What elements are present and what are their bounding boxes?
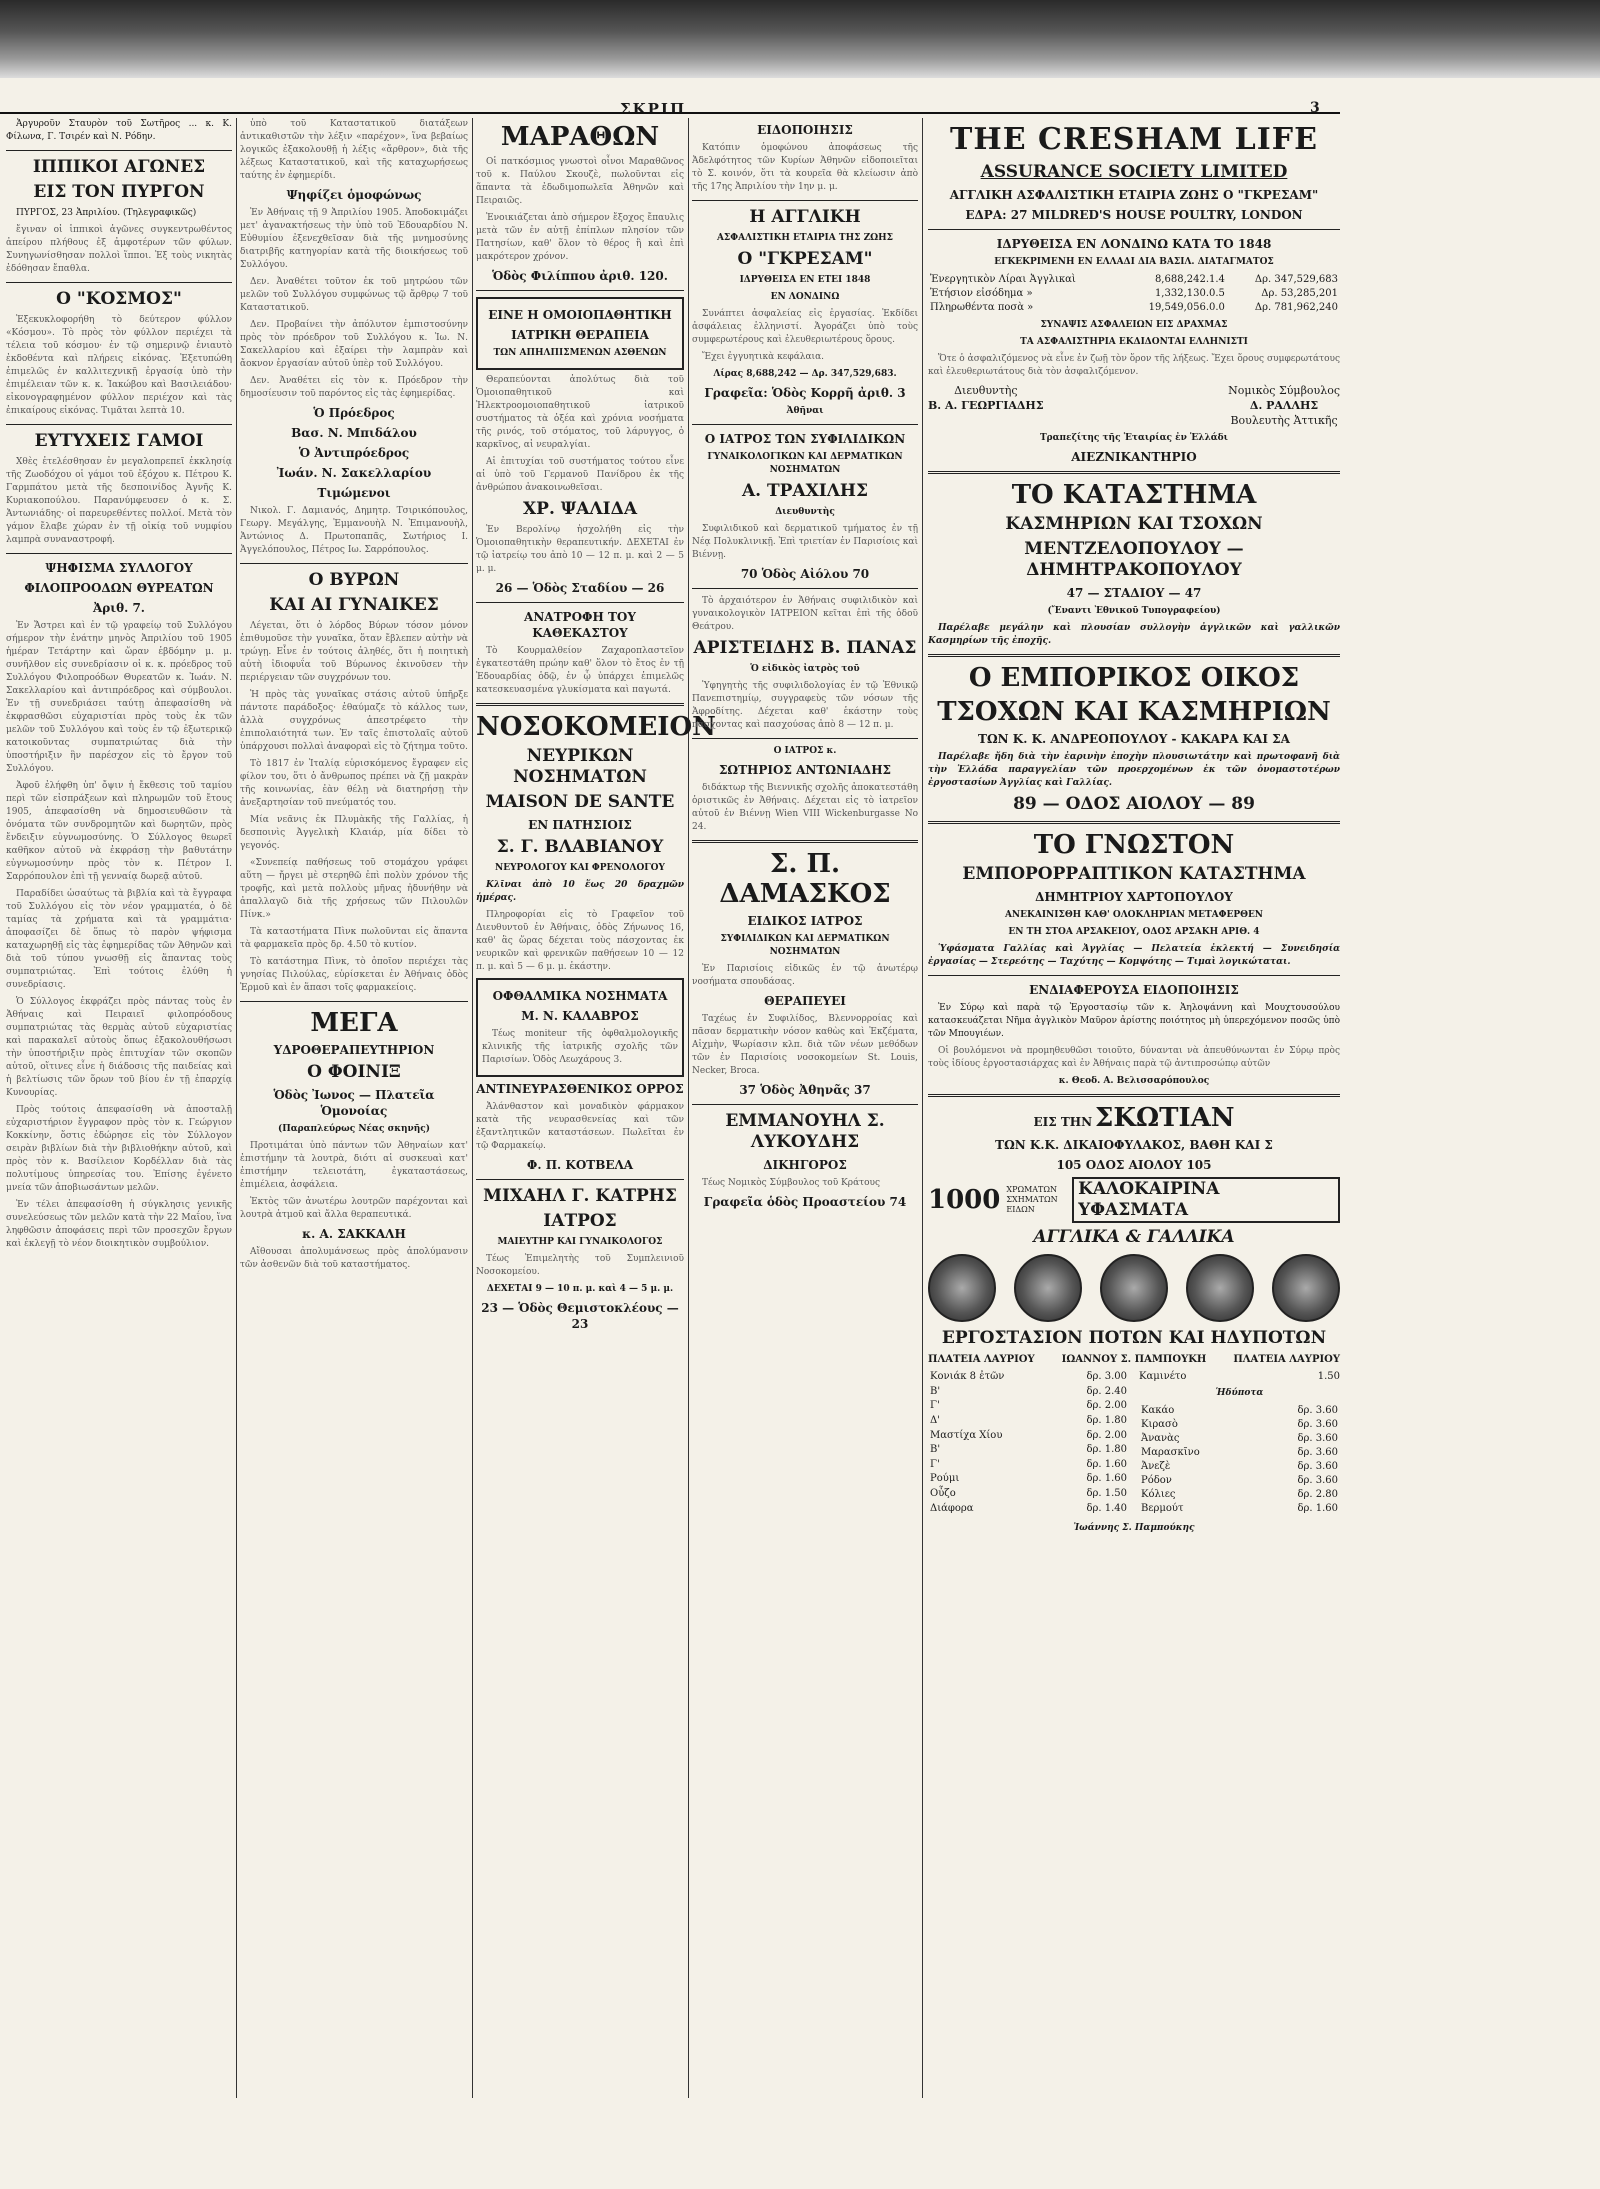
heading-syphilis1: Ο ΙΑΤΡΟΣ ΤΩΝ ΣΥΦΙΛΙΔΙΚΩΝ [704, 432, 906, 446]
katris-sub: ΜΑΙΕΥΤΗΡ ΚΑΙ ΓΥΝΑΙΚΟΛΟΓΟΣ [497, 1237, 663, 1247]
sign-vp-name: Ἰωάν. Ν. Σακελλαρίου [276, 466, 432, 480]
financial-gbp: 1,332,130.0.5 [1154, 288, 1225, 299]
heading-chartopoulou: ΔΗΜΗΤΡΙΟΥ ΧΑΡΤΟΠΟΥΛΟΥ [1035, 890, 1233, 904]
price-value: δρ. 3.60 [1297, 1475, 1338, 1486]
eye-doctor: Μ. Ν. ΚΑΛΑΒΡΟΣ [521, 1009, 639, 1023]
heading-union: ΦΙΛΟΠΡΟΟΔΩΝ ΘΥΡΕΑΤΩΝ [24, 581, 214, 595]
price-row [1139, 1446, 1340, 1460]
price-value: δρ. 1.40 [1086, 1502, 1127, 1514]
price-value: δρ. 2.00 [1086, 1400, 1127, 1412]
heading-antoniadis: ΣΩΤΗΡΙΟΣ ΑΝΤΩΝΙΑΔΗΣ [718, 763, 892, 777]
heading-games: ΙΠΠΙΚΟΙ ΑΓΩΝΕΣ [32, 157, 206, 177]
counsel-name: Δ. ΡΑΛΛΗΣ [1249, 399, 1319, 412]
price-value: δρ. 3.60 [1297, 1433, 1338, 1444]
heading-homeo2: ΙΑΤΡΙΚΗ ΘΕΡΑΠΕΙΑ [511, 328, 649, 342]
price-row [928, 1458, 1129, 1473]
katris-address: 23 — Ὁδὸς Θεμιστοκλέους — 23 [481, 1301, 679, 1331]
stadiou: 47 — ΣΤΑΔΙΟΥ — 47 [1066, 586, 1202, 600]
price-row [928, 1428, 1129, 1443]
price-item: Β' [930, 1444, 941, 1456]
column-rule [688, 118, 689, 2098]
header-rule [0, 112, 1340, 114]
heading-kalokairina: ΚΑΛΟΚΑΙΡΙΝΑ ΥΦΑΣΜΑΤΑ [1072, 1177, 1340, 1223]
heading-notices: ΕΙΔΟΠΟΙΗΣΙΣ [757, 123, 853, 137]
heading-cresham: THE CRESHAM LIFE [950, 122, 1318, 157]
heading-mega: ΜΕΓΑ [310, 1008, 398, 1038]
article-number: Ἀριθ. 7. [93, 601, 145, 615]
heading-kosmos: Ο "ΚΟΣΜΟΣ" [56, 289, 182, 309]
panas-sub: Ὁ εἰδικὸς ἰατρὸς τοῦ [750, 664, 860, 674]
heading-store-sub: ΚΑΣΜΗΡΙΩΝ ΚΑΙ ΤΣΟΧΩΝ [1005, 514, 1263, 534]
price-item: Β' [930, 1385, 941, 1397]
heading-store: ΤΟ ΚΑΤΑΣΤΗΜΑ [1011, 480, 1257, 510]
medal-icon [1014, 1254, 1082, 1322]
heading-women: ΚΑΙ ΑΙ ΓΥΝΑΙΚΕΣ [269, 595, 439, 615]
foinix-address: Ὁδὸς Ἰωνος — Πλατεῖα Ὁμονοίας [273, 1088, 435, 1118]
lavriou-left: ΠΛΑΤΕΙΑ ΛΑΥΡΙΟΥ [928, 1354, 1035, 1365]
cresham-registered: ΕΓΚΕΚΡΙΜΕΝΗ ΕΝ ΕΛΛΑΔΙ ΔΙΑ ΒΑΣΙΛ. ΔΙΑΤΑΓΜΑΤΟΣ [994, 257, 1274, 267]
column-1: Ἀργυροῦν Σταυρὸν τοῦ Σωτῆρος ... κ. Κ. Φίλωνα, Γ. Τσιρέν καὶ Ν. Ρόδην. ΙΠΠΙΚΟΙ ΑΓΩΝΕΣ ΕΙΣ ΤΟΝ ΠΥΡΓΟΝ ΠΥΡΓΟΣ, 23 Ἀπριλίου. (Τηλεγραφικῶς) ἔγιναν οἱ ἱππικοὶ ἀγῶνες συγκεντρωθέντος ἀπείρου πλήθους ἐξ ἀμφοτέρων τῶν φύλων. Συνηγωνίσθησαν πολλοὶ ἵπποι. Ἐξ τοὺς νικητὰς ἐδόθησαν ἔπαθλα. Ο "ΚΟΣΜΟΣ" Ἐξεκυκλοφορήθη τὸ δεύτερον φύλλον «Κόσμου». Τὸ πρὸς τὸν φύλλον περιέχει τὰ τέλεια τοῦ κόσμου· ἐν τῷ σημερινῷ ἐνιαυτὸ ἐκδοθέντα καὶ πλήρεις εἰκόνας. Ἐξετυπώθη ἐπιμελῶς ἐν καλλιτεχνικῇ ἐργασίᾳ ὑπὸ τὴν ἐπιμέλειαν τῶν κ. κ. Ἰακώβου καὶ Βασιλειάδου· εἰκονογραφημένον φύλλον περιέχον καὶ τὰς ἐπικαίρους εἰκόνας. Τιμᾶται λεπτὰ 10. ΕΥΤΥΧΕΙΣ ΓΑΜΟΙ Χθὲς ἐτελέσθησαν ἐν μεγαλοπρεπεῖ ἐκκλησίᾳ τῆς Ζωοδόχου οἱ γάμοι τοῦ ἐξόχου κ. Πέτρου Κ. Γαρμπάτου μετὰ τῆς δεσποινίδος Ἀγνῆς Κ. Κυριακοπούλου. Παρανύμφευσεν ὁ κ. Σ. Ἀντωνιάδης· οἱ παρευρεθέντες πολλοί. Μετὰ τὸν γάμον ἔλαβε χώραν ἐν τῇ οἰκίᾳ τοῦ νυμφίου λαμπρὰ συναναστροφή. ΨΗΦΙΣΜΑ ΣΥΛΛΟΓΟΥ ΦΙΛΟΠΡΟΟΔΩΝ ΘΥΡΕΑΤΩΝ Ἀριθ. 7. Ἐν Ἄστρει καὶ ἐν τῷ γραφείῳ τοῦ Συλλόγου σήμερον τὴν ἐνάτην μηνὸς Ἀπριλίου τοῦ 1905 ἡμέραν Τετάρτην καὶ ὥραν ἑβδόμην μ. μ. συνῆλθον εἰς συνεδρίασιν οἱ κ. κ. πρόεδρος τοῦ Συλλόγου Φιλοπροόδων Θυρεατῶν κ. Ἰωάν. Ν. Σακελλαρίου καὶ ἀντιπρόεδρος καὶ σύμβουλοι. Ἐν τῇ συνεδριάσει ταύτῃ ἀπεφασίσθη νὰ ἐκφρασθῶσι εὐχαριστίαι πρὸς τοὺς ἐκ τῶν μελῶν τοῦ Συλλόγου καὶ τοὺς ἐν τῷ ἐξωτερικῷ κατοικοῦντας συμπατριώτας διὰ τὴν ὑποστήριξιν ἣν παρέσχον εἰς τὸ ἔργον τοῦ Συλλόγου. Ἀφοῦ ἐλήφθη ὑπ' ὄψιν ἡ ἔκθεσις τοῦ ταμίου περὶ τῶν εἰσπράξεων καὶ πληρωμῶν τοῦ ἔτους 1905, ἀπεφασίσθη νὰ δημοσιευθῶσιν τὰ ὀνόματα τῶν συνδρομητῶν καὶ δωρητῶν, πρὸς ἔνδειξιν εὐγνωμοσύνης. Ὁ Σύλλογος θεωρεῖ καθῆκον αὐτοῦ νὰ ἐκφράσῃ τὴν βαθυτάτην εὐγνωμοσύνην πρὸς τὸν κ. Πέτρον Ι. Σαρρόπουλον ἐπὶ τῇ γενναίᾳ δωρεᾷ αὐτοῦ. Παραδίδει ὡσαύτως τὰ βιβλία καὶ τὰ ἔγγραφα τοῦ Συλλόγου εἰς τὸν νέον γραμματέα, ὁ δὲ ταμίας τὰ χρήματα καὶ τὰ γραμμάτια· ἀποφασίζει δὲ ὅπως τὸ παρὸν ψήφισμα καταχωρηθῇ εἰς τὰς ἐφημερίδας τῶν Ἀθηνῶν καὶ διὰ τοῦ τύπου γνωσθῇ εἰς ἅπαντας τοὺς συμπατριώτας. Ἐπὶ τούτοις ἐλύθη ἡ συνεδρίασις. Ὁ Σύλλογος ἐκφράζει πρὸς πάντας τοὺς ἐν Ἀθήναις καὶ Πειραιεῖ φιλοπρόοδους συμπατριώτας τὰς θερμὰς αὐτοῦ εὐχαριστίας καὶ παρακαλεῖ αὐτοὺς ὅπως ἐξακολουθήσωσι τὴν ὑποστήριξιν πρὸς ἐπιτυχίαν τῶν σκοπῶν αὐτοῦ, οἵτινες εἶνε ἡ διάδοσις τῆς παιδείας καὶ ἡ βελτίωσις τῶν ὅρων τοῦ βίου ἐν τῇ ἐπαρχίᾳ Κυνουρίας. Πρὸς τούτοις ἀπεφασίσθη νὰ ἀποσταλῇ εὐχαριστήριον ἔγγραφον πρὸς τὸν κ. Γεώργιον Κοκκίνην, ὅστις ἐδώρησε εἰς τὸν Σύλλογον σειρὰν βιβλίων διὰ τὴν βιβλιοθήκην αὐτοῦ, καὶ πρὸς τὸν κ. Βασίλειον Κορδέλλαν διὰ τὰς πολυτίμους ὑπηρεσίας του. Ἐπίσης ἐγένετο μνεία τῶν ἀποβιωσάντων μελῶν. Ἐν τέλει ἀπεφασίσθη ἡ σύγκλησις γενικῆς συνελεύσεως τῶν μελῶν κατὰ τὴν 22 Μαΐου, ἵνα ληφθῶσιν ἀποφάσεις περὶ τῶν προσεχῶν ἔργων καὶ ἐκλεγῇ τὸ νέον διοικητικὸν συμβούλιον. [6, 119, 232, 1249]
column-5: THE CRESHAM LIFE ASSURANCE SOCIETY LIMITED ΑΓΓΛΙΚΗ ΑΣΦΑΛΙΣΤΙΚΗ ΕΤΑΙΡΙΑ ΖΩΗΣ Ο "ΓΚΡΕΣΑΜ" ΕΔΡΑ: 27 MILDRED'S HOUSE POULTRY, LONDON ΙΔΡΥΘΕΙΣΑ ΕΝ ΛΟΝΔΙΝΩ ΚΑΤΑ ΤΟ 1848 ΕΓΚΕΚΡΙΜΕΝΗ ΕΝ ΕΛΛΑΔΙ ΔΙΑ ΒΑΣΙΛ. ΔΙΑΤΑΓΜΑΤΟΣ Ἐνεργητικὸν Λίραι Ἀγγλικαὶ 8,688,242.1.4 Δρ. 347,529,683 Ἐτήσιον εἰσόδημα » 1,332,130.0.5 Δρ. 53,285,201 Πληρωθέντα ποσὰ » 19,549,056.0.0 Δρ. 781,962,240 ΣΥΝΑΨΙΣ ΑΣΦΑΛΕΙΩΝ ΕΙΣ ΔΡΑΧΜΑΣ ΤΑ ΑΣΦΑΛΙΣΤΗΡΙΑ ΕΚΔΙΔΟΝΤΑΙ ΕΛΛΗΝΙΣΤΙ Ὅτε ὁ ἀσφαλιζόμενος νὰ εἶνε ἐν ζωῇ τὸν ὅρον τῆς λήξεως. Ἔχει ὅρους συμφερωτάτους καὶ ἐλευθεριωτάτους διὰ τὸν ἀσφαλιζόμενον. Διευθυντὴς Β. Α. ΓΕΩΡΓΙΑΔΗΣ Νομικὸς Σύμβουλος Δ. ΡΑΛΛΗΣ Βουλευτὴς Ἀττικῆς Τραπεζίτης τῆς Ἑταιρίας ἐν Ἑλλάδι ΑΙΕΖΝΙΚΑΝΤΗΡΙΟ ΤΟ ΚΑΤΑΣΤΗΜΑ ΚΑΣΜΗΡΙΩΝ ΚΑΙ ΤΣΟΧΩΝ ΜΕΝΤΖΕΛΟΠΟΥΛΟΥ — ΔΗΜΗΤΡΑΚΟΠΟΥΛΟΥ 47 — ΣΤΑΔΙΟΥ — 47 (Ἔναντι Ἐθνικοῦ Τυπογραφείου) Παρέλαβε μεγάλην καὶ πλουσίαν συλλογὴν ἀγγλικῶν καὶ γαλλικῶν Κασμηρίων τῆς ἐποχῆς. Ο ΕΜΠΟΡΙΚΟΣ ΟΙΚΟΣ ΤΣΟΧΩΝ ΚΑΙ ΚΑΣΜΗΡΙΩΝ ΤΩΝ Κ. Κ. ΑΝΔΡΕΟΠΟΥΛΟΥ - ΚΑΚΑΡΑ ΚΑΙ ΣΑ Παρέλαβε ἤδη διὰ τὴν ἐαρινὴν ἐποχὴν πλουσιωτάτην καὶ πρωτοφανῆ διὰ τὴν Ἑλλάδα παραγγελίαν τῶν προερχομένων ἐκ τῶν ὀνομαστοτέρων ἐργοστασίων Ἀγγλίας καὶ Γαλλίας. 89 — ΟΔΟΣ ΑΙΟΛΟΥ — 89 ΤΟ ΓΝΩΣΤΟΝ ΕΜΠΟΡΟΡΡΑΠΤΙΚΟΝ ΚΑΤΑΣΤΗΜΑ ΔΗΜΗΤΡΙΟΥ ΧΑΡΤΟΠΟΥΛΟΥ ΑΝΕΚΑΙΝΙΣΘΗ ΚΑΘ' ΟΛΟΚΛΗΡΙΑΝ ΜΕΤΑΦΕΡΘΕΝ ΕΝ ΤΗ ΣΤΟΑ ΑΡΣΑΚΕΙΟΥ, ΟΔΟΣ ΑΡΣΑΚΗ ΑΡΙΘ. 4 Ὑφάσματα Γαλλίας καὶ Ἀγγλίας — Πελατεία ἐκλεκτή — Συνειδησία ἐργασίας — Στερεότης — Ταχύτης — Κομψότης — Τιμαὶ λογικώταται. ΕΝΔΙΑΦΕΡΟΥΣΑ ΕΙΔΟΠΟΙΗΣΙΣ Ἐν Σύρῳ καὶ παρὰ τῷ Ἐργοστασίῳ τῶν κ. Ἀηλοψάννη καὶ Μουχτουσούλου κατασκευάζεται Νῆμα ἀγγλικὸν Μαῦρον ἀρίστης ποιότητος μὴ ὑπερεχόμενον ποσῶς ὑπὸ τῶν Μπουγιέων. Οἱ βουλόμενοι νὰ προμηθευθῶσι τοιοῦτο, δύνανται νὰ ἀπευθύνωνται ἐν Σύρῳ πρὸς τοὺς ἰδίους ἐργοστασιάρχας καὶ ἐν Ἀθήναις παρὰ τῷ ἀντιπροσώπῳ αὐτῶν κ. Θεοδ. Α. Βελισσαρόπουλος ΕΙΣ ΤΗΝ ΣΚΩΤΙΑΝ ΤΩΝ Κ.Κ. ΔΙΚΑΙΟΦΥΛΑΚΟΣ, ΒΑΘΗ ΚΑΙ Σ 105 ΟΔΟΣ ΑΙΟΛΟΥ 105 1000 ΧΡΩΜΑΤΩΝ ΣΧΗΜΑΤΩΝ ΕΙΔΩΝ ΚΑΛΟΚΑΙΡΙΝΑ ΥΦΑΣΜΑΤΑ ΑΓΓΛΙΚΑ & ΓΑΛΛΙΚΑ ΕΡΓΟΣΤΑΣΙΟΝ ΠΟΤΩΝ ΚΑΙ ΗΔΥΠΟΤΩΝ ΠΛΑΤΕΙΑ ΛΑΥΡΙΟΥ ΙΩΑΝΝΟΥ Σ. ΠΑΜΠΟΥΚΗ ΠΛΑΤΕΙΑ ΛΑΥΡΙΟΥ Κονιάκ 8 ἐτῶν δρ. 3.00 Β' δρ. 2.40 Γ' δρ. 2.00 Δ' δρ. 1.80 Μαστίχα Χίου δρ. 2.00 Β' δρ. 1.80 Γ' δρ. 1.60 Ρούμι δρ. 1.60 Οὖζο δρ. 1.50 Διάφορα δρ. 1.40 Καμινέτο 1.50 Ἡδύποτα Κακάο δρ. 3.60 Κιρασὸ δρ. 3.60 Ἀνανὰς δρ. 3.60 Μαρασκῖνο δρ. 3.60 Ἀνεζὲ δρ. 3.60 Ρόδον δρ. 3.60 Κόλιες δρ. 2.80 Βερμούτ δρ. 1.60 Ἰωάννης Σ. Παμπούκης [928, 122, 1340, 1533]
hydomota: Ἡδύποτα [1215, 1388, 1264, 1398]
price-value: δρ. 2.40 [1086, 1385, 1127, 1397]
financial-drs: Δρ. 781,962,240 [1254, 302, 1338, 313]
lavriou-right: ΠΛΑΤΕΙΑ ΛΑΥΡΙΟΥ [1233, 1354, 1340, 1365]
price-item: Μαρασκῖνο [1141, 1447, 1200, 1458]
lykoudis-office: Γραφεῖα ὁδὸς Προαστείου 74 [703, 1195, 907, 1209]
heading-tsochon: ΤΣΟΧΩΝ ΚΑΙ ΚΑΣΜΗΡΙΩΝ [937, 697, 1331, 727]
heading-andreopoulou: ΤΩΝ Κ. Κ. ΑΝΔΡΕΟΠΟΥΛΟΥ - ΚΑΚΑΡΑ ΚΑΙ ΣΑ [978, 732, 1290, 746]
heading-panas: ΑΡΙΣΤΕΙΔΗΣ Β. ΠΑΝΑΣ [693, 638, 917, 658]
price-row [928, 1443, 1129, 1458]
bank-name: ΑΙΕΖΝΙΚΑΝΤΗΡΙΟ [1071, 450, 1197, 464]
financial-drs: Δρ. 347,529,683 [1254, 274, 1338, 285]
heading-antineuro: ΑΝΤΙΝΕΥΡΑΣΘΕΝΙΚΟΣ ΟΡΡΟΣ [476, 1082, 684, 1096]
marathon-address: Ὁδὸς Φιλίππου ἀριθ. 120. [492, 269, 668, 283]
athinas: 37 Ὁδὸς Ἀθηνᾶς 37 [739, 1083, 871, 1097]
price-row [928, 1472, 1129, 1487]
price-row [1139, 1488, 1340, 1502]
financial-gbp: 19,549,056.0.0 [1148, 302, 1225, 313]
column-rule [472, 118, 473, 2098]
foinix-sub: (Παραπλεύρως Νέας σκηνῆς) [277, 1124, 431, 1134]
price-item: Διάφορα [930, 1502, 974, 1514]
price-value: δρ. 2.80 [1297, 1489, 1338, 1500]
paper-title: ΣΚΡΙΠ [620, 100, 687, 118]
price-item: Ἀνεζὲ [1141, 1461, 1171, 1472]
price-item: Γ' [930, 1458, 940, 1470]
vlavianou-sub: ΝΕΥΡΟΛΟΓΟΥ ΚΑΙ ΦΡΕΝΟΛΟΓΟΥ [495, 863, 665, 873]
price-value: δρ. 1.60 [1086, 1473, 1127, 1485]
price-item: Ρόδον [1141, 1475, 1172, 1486]
heading-foinix: Ο ΦΟΙΝΙΞ [307, 1062, 401, 1082]
medal-icon [928, 1254, 996, 1322]
price-item: Κιρασὸ [1141, 1419, 1178, 1430]
price-value: δρ. 1.80 [1086, 1415, 1127, 1427]
cresham-addr: ΕΔΡΑ: 27 MILDRED'S HOUSE POULTRY, LONDON [965, 208, 1303, 222]
pounds: Λίρας 8,688,242 — Δρ. 347,529,683. [713, 369, 897, 379]
katris-hours: ΔΕΧΕΤΑΙ 9 — 10 π. μ. καὶ 4 — 5 μ. μ. [486, 1284, 674, 1294]
price-value: δρ. 3.60 [1297, 1419, 1338, 1430]
arsakeiou: ΕΝ ΤΗ ΣΤΟΑ ΑΡΣΑΚΕΙΟΥ, ΟΔΟΣ ΑΡΣΑΚΗ ΑΡΙΘ. 4 [1008, 927, 1260, 937]
kaminito-price: 1.50 [1317, 1371, 1340, 1382]
price-value: δρ. 1.60 [1086, 1458, 1127, 1470]
london: ΕΝ ΛΟΝΔΙΝΩ [770, 292, 840, 302]
price-row [928, 1399, 1129, 1414]
sign-president: Ὁ Πρόεδρος [313, 406, 395, 420]
store-text: Παρέλαβε μεγάλην καὶ πλουσίαν συλλογὴν ἀγγλικῶν καὶ γαλλικῶν Κασμηρίων τῆς ἐποχῆς. [928, 623, 1340, 646]
masthead-strip [0, 0, 1600, 78]
katris-role: ΙΑΤΡΟΣ [543, 1211, 617, 1231]
heading-marathon: ΜΑΡΑΘΩΝ [500, 122, 660, 152]
column-rule [922, 118, 923, 2098]
seal-row [928, 1254, 1340, 1322]
price-row [928, 1501, 1129, 1516]
renovated: ΑΝΕΚΑΙΝΙΣΘΗ ΚΑΘ' ΟΛΟΚΛΗΡΙΑΝ ΜΕΤΑΦΕΡΘΕΝ [1004, 910, 1264, 920]
policies-sub: ΤΑ ΑΣΦΑΛΙΣΤΗΡΙΑ ΕΚΔΙΔΟΝΤΑΙ ΕΛΛΗΝΙΣΤΙ [1020, 337, 1248, 347]
heading-votes: Ψηφίζει ὁμοφώνως [286, 188, 422, 202]
financial-row [928, 301, 1340, 315]
heading-trachilis: Α. ΤΡΑΧΙΛΗΣ [741, 481, 869, 501]
financial-drs: Δρ. 53,285,201 [1261, 288, 1338, 299]
price-item: Ἀνανὰς [1141, 1433, 1180, 1444]
medal-icon [1100, 1254, 1168, 1322]
financial-label: Ἐνεργητικὸν Λίραι Ἀγγλικαὶ [930, 274, 1076, 285]
price-value: δρ. 3.60 [1297, 1405, 1338, 1416]
heading-syphilis2: ΓΥΝΑΙΚΟΛΟΓΙΚΩΝ ΚΑΙ ΔΕΡΜΑΤΙΚΩΝ ΝΟΣΗΜΑΤΩΝ [707, 452, 903, 475]
aiolou: 70 Ὁδὸς Αἰόλου 70 [740, 567, 870, 581]
financial-table [928, 273, 1340, 315]
price-item: Δ' [930, 1415, 940, 1427]
psalida-address: 26 — Ὁδὸς Σταδίου — 26 [495, 581, 665, 595]
heading-company: ΑΣΦΑΛΙΣΤΙΚΗ ΕΤΑΙΡΙΑ ΤΗΣ ΖΩΗΣ [716, 233, 894, 243]
price-value: δρ. 2.00 [1086, 1429, 1127, 1441]
sign-vp: Ὁ Ἀντιπρόεδρος [298, 446, 410, 460]
eye-head: ΟΦΘΑΛΜΙΚΑ ΝΟΣΗΜΑΤΑ [492, 989, 668, 1003]
price-row [928, 1414, 1129, 1429]
sakkali: κ. Α. ΣΑΚΚΑΛΗ [302, 1227, 406, 1241]
aiolou89: 89 — ΟΔΟΣ ΑΙΟΛΟΥ — 89 [1013, 794, 1255, 814]
price-item: Κόλιες [1141, 1489, 1176, 1500]
bank: Τραπεζίτης τῆς Ἑταιρίας ἐν Ἑλλάδι [1039, 433, 1229, 443]
heading-dikaiofylakos: ΤΩΝ Κ.Κ. ΔΙΚΑΙΟΦΥΛΑΚΟΣ, ΒΑΘΗ ΚΑΙ Σ [995, 1138, 1273, 1152]
financial-label: Ἐτήσιον εἰσόδημα » [930, 288, 1033, 299]
stadiou-sub: (Ἔναντι Ἐθνικοῦ Τυπογραφείου) [1047, 606, 1221, 616]
fabrics: Ὑφάσματα Γαλλίας καὶ Ἀγγλίας — Πελατεία ἐκλεκτή — Συνειδησία ἐργασίας — Στερεότης — Ταχύτης — Κομψότης — Τιμαὶ λογικώταται. [928, 944, 1340, 967]
price-value: δρ. 3.00 [1086, 1371, 1127, 1383]
policies: ΣΥΝΑΨΙΣ ΑΣΦΑΛΕΙΩΝ ΕΙΣ ΔΡΑΧΜΑΣ [1040, 320, 1228, 330]
interesting-text: Ἐν Σύρῳ καὶ παρὰ τῷ Ἐργοστασίῳ τῶν κ. Ἀηλοψάννη καὶ Μουχτουσούλου κατασκευάζεται Νῆμα ἀγγλικὸν Μαῦρον ἀρίστης ποιότητος μὴ ὑπερεχόμενον ποσῶς ὑπὸ τῶν Μπουγιέων. [928, 1003, 1340, 1039]
counsel-sub: Βουλευτὴς Ἀττικῆς [1230, 414, 1338, 427]
pampouki-signature: Ἰωάννης Σ. Παμπούκης [1073, 1523, 1195, 1533]
director-name: Β. Α. ΓΕΩΡΓΙΑΔΗΣ [928, 399, 1044, 412]
price-value: δρ. 1.60 [1297, 1503, 1338, 1514]
heading-emporo: ΕΜΠΟΡΟΡΡΑΠΤΙΚΟΝ ΚΑΤΑΣΤΗΜΑ [962, 864, 1306, 884]
heading-lykoudis: ΕΜΜΑΝΟΥΗΛ Σ. ΛΥΚΟΥΔΗΣ [725, 1111, 885, 1152]
column-rule [236, 118, 237, 2098]
sign-president-name: Βασ. Ν. Μπιδάλου [291, 426, 417, 440]
heading-pampouki: ΙΩΑΝΝΟΥ Σ. ΠΑΜΠΟΥΚΗ [1061, 1354, 1207, 1365]
page-number: 3 [1310, 100, 1320, 116]
price-row [1139, 1404, 1340, 1418]
price-item: Κονιάκ 8 ἐτῶν [930, 1371, 1005, 1383]
price-value: δρ. 1.80 [1086, 1444, 1127, 1456]
heading-psalida: ΧΡ. ΨΑΛΙΔΑ [522, 499, 638, 519]
financial-label: Πληρωθέντα ποσὰ » [930, 302, 1034, 313]
financial-row [928, 287, 1340, 301]
intro-snippet: Ἀργυροῦν Σταυρὸν τοῦ Σωτῆρος ... κ. Κ. Φίλωνα, Γ. Τσιρέν καὶ Ν. Ρόδην. [6, 119, 232, 142]
kaminito: Καμινέτο [1139, 1371, 1187, 1382]
heading-hydro: ΥΔΡΟΘΕΡΑΠΕΥΤΗΡΙΟΝ [273, 1043, 435, 1057]
damaskos-sub: ΣΥΦΙΛΙΔΙΚΩΝ ΚΑΙ ΔΕΡΜΑΤΙΚΩΝ ΝΟΣΗΜΑΤΩΝ [720, 934, 890, 957]
patisia: ΕΝ ΠΑΤΗΣΙΟΙΣ [528, 818, 632, 832]
therapeuei: ΘΕΡΑΠΕΥΕΙ [764, 994, 846, 1008]
heading-anatomy: ΑΝΑΤΡΟΦΗ ΤΟΥ ΚΑΘΕΚΑΣΤΟΥ [524, 610, 636, 640]
medal-icon [1186, 1254, 1254, 1322]
cresham-founded: ΙΔΡΥΘΕΙΣΑ ΕΝ ΛΟΝΔΙΝΩ ΚΑΤΑ ΤΟ 1848 [996, 237, 1272, 251]
price-item: Κακάο [1141, 1405, 1175, 1416]
heading-nervous: ΝΕΥΡΙΚΩΝ ΝΟΣΗΜΑΤΩΝ [513, 746, 647, 787]
price-row [928, 1385, 1129, 1400]
office: Γραφεῖα: Ὁδὸς Κορρῆ ἀριθ. 3 [704, 386, 906, 400]
pyrgos-lead: ΠΥΡΓΟΣ, 23 Ἀπριλίου. (Τηλεγραφικῶς) [16, 208, 197, 218]
kotvela: Φ. Π. ΚΟΤΒΕΛΑ [526, 1158, 634, 1172]
counsel-label: Νομικὸς Σύμβουλος [1228, 384, 1340, 397]
heading-maison: MAISON DE SANTE [485, 792, 675, 812]
price-row [928, 1370, 1129, 1385]
lykoudis-role: ΔΙΚΗΓΟΡΟΣ [763, 1158, 847, 1172]
heading-chromata: ΧΡΩΜΑΤΩΝ ΣΧΗΜΑΤΩΝ ΕΙΔΩΝ [1006, 1185, 1058, 1214]
heading-homeo1: ΕΙΝΕ Η ΟΜΟΙΟΠΑΘΗΤΙΚΗ [488, 308, 672, 322]
heading-ergostasion: ΕΡΓΟΣΤΑΣΙΟΝ ΠΟΤΩΝ ΚΑΙ ΗΔΥΠΟΤΩΝ [941, 1328, 1327, 1348]
klinai: Κλῖναι ἀπὸ 10 ἕως 20 δραχμῶν ἡμέρας. [476, 880, 684, 903]
heading-katris: ΜΙΧΑΗΛ Γ. ΚΑΤΡΗΣ [483, 1186, 677, 1206]
heading-gresam: Ο "ΓΚΡΕΣΑΜ" [737, 249, 873, 269]
price-row [1139, 1460, 1340, 1474]
medal-icon [1272, 1254, 1340, 1322]
heading-mentzelopoulou: ΜΕΝΤΖΕΛΟΠΟΥΛΟΥ — ΔΗΜΗΤΡΑΚΟΠΟΥΛΟΥ [1024, 539, 1244, 580]
price-item: Γ' [930, 1400, 940, 1412]
cresham-gr: ΑΓΓΛΙΚΗ ΑΣΦΑΛΙΣΤΙΚΗ ΕΤΑΙΡΙΑ ΖΩΗΣ Ο "ΓΚΡΕΣΑΜ" [949, 188, 1319, 202]
heading-damaskos: Σ. Π. ΔΑΜΑΣΚΟΣ [719, 849, 891, 909]
heading-english: Η ΑΓΓΛΙΚΗ [749, 207, 861, 227]
office-city: Ἀθῆναι [786, 406, 824, 416]
price-list-left [928, 1370, 1129, 1516]
damaskos-role: ΕΙΔΙΚΟΣ ΙΑΤΡΟΣ [747, 914, 863, 928]
column-3: ΜΑΡΑΘΩΝ Οἱ πατκόσμιος γνωστοὶ οἶνοι Μαραθῶνος τοῦ κ. Παύλου Σκουζὲ, πωλοῦνται εἰς ἅπαντα τὰ ἐδωδιμοπωλεῖα Ἀθηνῶν καὶ Πειραιῶς. Ἐνοικιάζεται ἀπὸ σήμερον ἔξοχος ἔπαυλις μετὰ τῶν ἐν αὐτῇ ἐπίπλων πλησίον τῶν Πατησίων, καθ' ὅλον τὸ θέρος ἢ καὶ ἐπὶ μακρότερον χρόνον. Ὁδὸς Φιλίππου ἀριθ. 120. ΕΙΝΕ Η ΟΜΟΙΟΠΑΘΗΤΙΚΗ ΙΑΤΡΙΚΗ ΘΕΡΑΠΕΙΑ ΤΩΝ ΑΠΗΛΠΙΣΜΕΝΩΝ ΑΣΘΕΝΩΝ Θεραπεύονται ἀπολύτως διὰ τοῦ Ὁμοιοπαθητικοῦ καὶ Ἠλεκτροομοιοπαθητικοῦ ἰατρικοῦ συστήματος τὰ ὀξέα καὶ χρόνια νοσήματα τῆς ρινός, τοῦ στόματος, τοῦ λάρυγγος, ὁ καρκῖνος, αἱ νευραλγίαι. Αἱ ἐπιτυχίαι τοῦ συστήματος τούτου εἶνε αἱ ὑπὸ τοῦ Γερμανοῦ Πανίδρου ἐκ τῆς ἀνθρώπου ἀνακοινωθεῖσαι. ΧΡ. ΨΑΛΙΔΑ Ἐν Βερολίνῳ ἠσχολήθη εἰς τὴν Ὁμοιοπαθητικὴν θεραπευτικήν. ΔΕΧΕΤΑΙ ἐν τῷ ἰατρείῳ του ἀπὸ 10 — 12 π. μ. καὶ 2 — 5 μ. μ. 26 — Ὁδὸς Σταδίου — 26 ΑΝΑΤΡΟΦΗ ΤΟΥ ΚΑΘΕΚΑΣΤΟΥ Τὸ Κουρμαλθείον Ζαχαροπλαστεῖον ἐγκατεστάθη πρώην καθ' ὅλον τὸ ἔτος ἐν τῇ Ἐδουαρδίας ὁδῷ, ἐν ᾧ ὑπάρχει ἐπιμελῶς κατεσκευασμένα γλυκίσματα καὶ παγωτά. ΝΟΣΟΚΟΜΕΙΟΝ ΝΕΥΡΙΚΩΝ ΝΟΣΗΜΑΤΩΝ MAISON DE SANTE ΕΝ ΠΑΤΗΣΙΟΙΣ Σ. Γ. ΒΛΑΒΙΑΝΟΥ ΝΕΥΡΟΛΟΓΟΥ ΚΑΙ ΦΡΕΝΟΛΟΓΟΥ Κλῖναι ἀπὸ 10 ἕως 20 δραχμῶν ἡμέρας. Πληροφορίαι εἰς τὸ Γραφεῖον τοῦ Διευθυντοῦ ἐν Ἀθήναις, ὁδὸς Ζήνωνος 16, καθ' ἃς ὥρας δέχεται τοὺς πάσχοντας ἐκ νευρικῶν καὶ φρενικῶν παθήσεων 10 — 12 π. μ. καὶ 5 — 6 μ. μ. ἑκάστην. ΟΦΘΑΛΜΙΚΑ ΝΟΣΗΜΑΤΑ Μ. Ν. ΚΑΛΑΒΡΟΣ Τέως moniteur τῆς ὀφθαλμολογικῆς κλινικῆς τῆς ἰατρικῆς σχολῆς τῶν Παρισίων. Ὁδὸς Λεωχάρους 3. ΑΝΤΙΝΕΥΡΑΣΘΕΝΙΚΟΣ ΟΡΡΟΣ Ἀλάνθαστον καὶ μοναδικὸν φάρμακον κατὰ τῆς νευρασθενείας καὶ τῶν ἐξαντλητικῶν καταστάσεων. Πωλεῖται ἐν τῷ Φαρμακείῳ. Φ. Π. ΚΟΤΒΕΛΑ ΜΙΧΑΗΛ Γ. ΚΑΤΡΗΣ ΙΑΤΡΟΣ ΜΑΙΕΥΤΗΡ ΚΑΙ ΓΥΝΑΙΚΟΛΟΓΟΣ Τέως Ἐπιμελητὴς τοῦ Συμπλεινιοῦ Νοσοκομείου. ΔΕΧΕΤΑΙ 9 — 10 π. μ. καὶ 4 — 5 μ. μ. 23 — Ὁδὸς Θεμιστοκλέους — 23 [476, 122, 716, 1331]
antoniadis-role: Ο ΙΑΤΡΟΣ κ. [773, 746, 837, 756]
heading-anglika: ΑΓΓΛΙΚΑ & ΓΑΛΛΙΚΑ [1033, 1227, 1235, 1247]
heading-1000: 1000 [928, 1185, 1001, 1215]
heading-byron: Ο ΒΥΡΩΝ [308, 570, 400, 590]
price-item: Βερμούτ [1141, 1503, 1184, 1514]
founded: ΙΔΡΥΘΕΙΣΑ ΕΝ ΕΤΕΙ 1848 [739, 275, 871, 285]
price-row [1139, 1418, 1340, 1432]
price-row [1139, 1502, 1340, 1516]
heading-cresham-sub: ASSURANCE SOCIETY LIMITED [980, 162, 1288, 182]
price-row [928, 1487, 1129, 1502]
heading-interesting: ΕΝΔΙΑΦΕΡΟΥΣΑ ΕΙΔΟΠΟΙΗΣΙΣ [1029, 983, 1239, 997]
heading-skotia: ΣΚΩΤΙΑΝ [1094, 1103, 1235, 1133]
heading-emporikos: Ο ΕΜΠΟΡΙΚΟΣ ΟΙΚΟΣ [968, 663, 1300, 693]
beleouropoulos: κ. Θεοδ. Α. Βελισσαρόπουλος [1058, 1076, 1210, 1086]
andreopoulou-text: Παρέλαβε ἤδη διὰ τὴν ἐαρινὴν ἐποχὴν πλουσιωτάτην καὶ πρωτοφανῆ διὰ τὴν Ἑλλάδα παραγγελίαν τῶν προερχομένων ἐκ τῶν ὀνομαστοτέρων ἐργοστασίων Ἀγγλίας καὶ Γαλλίας. [928, 752, 1340, 788]
price-value: δρ. 1.50 [1086, 1488, 1127, 1500]
heading-vote: ΨΗΦΙΣΜΑ ΣΥΛΛΟΓΟΥ [45, 561, 193, 575]
price-value: δρ. 3.60 [1297, 1447, 1338, 1458]
heading-gnoston: ΤΟ ΓΝΩΣΤΟΝ [1033, 830, 1235, 860]
heading-honor: Τιμώμενοι [317, 486, 391, 500]
financial-gbp: 8,688,242.1.4 [1154, 274, 1225, 285]
heading-weddings: ΕΥΤΥΧΕΙΣ ΓΑΜΟΙ [34, 431, 204, 451]
heading-pyrgos: ΕΙΣ ΤΟΝ ΠΥΡΓΟΝ [33, 182, 205, 202]
price-row [1139, 1432, 1340, 1446]
price-item: Οὖζο [930, 1488, 956, 1500]
heading-homeo3: ΤΩΝ ΑΠΗΛΠΙΣΜΕΝΩΝ ΑΣΘΕΝΩΝ [493, 348, 667, 358]
price-list-right [1139, 1404, 1340, 1516]
financial-row [928, 273, 1340, 287]
heading-nosokomeion: ΝΟΣΟΚΟΜΕΙΟΝ [476, 712, 716, 742]
trachilis-role: Διευθυντὴς [775, 507, 835, 517]
column-2: ὑπὸ τοῦ Καταστατικοῦ διατάξεων ἀντικαθιστῶν τὴν λέξιν «παρέχον», ἵνα βεβαίως λογικῶς ἐξακολουθῇ ἡ λέξις «ἄρθρον», διὰ τῆς λέξεως Καταστατικοῦ, καὶ τῆς καταχωρήσεως ταύτης ἐν ἐφημερίδι. Ψηφίζει ὁμοφώνως Ἐν Ἀθήναις τῇ 9 Ἀπριλίου 1905. Ἀποδοκιμάζει μετ' ἀγανακτήσεως τὴν ὑπὸ τοῦ Ἐδουαρδίου Ν. Εὐθυμίου ἐξενεχθεῖσαν διὰ τῆς μνημοσύνης διατριβῆς κατηγορίαν κατὰ τῆς διοικήσεως τοῦ Συλλόγου. Δεν. Ἀναθέτει τοῦτον ἐκ τοῦ μητρώου τῶν μελῶν τοῦ Συλλόγου συμφώνως τῷ ἄρθρῳ 7 τοῦ Καταστατικοῦ. Δεν. Προβαίνει τὴν ἀπόλυτον ἐμπιστοσύνην πρὸς τὸν πρόεδρον τοῦ Συλλόγου κ. Ἰω. Ν. Σακελλαρίου καὶ ἐξαίρει τὴν λαμπρὰν καὶ ἄοκνον ἐργασίαν αὐτοῦ ὑπὲρ τοῦ Συλλόγου. Δεν. Ἀναθέτει εἰς τὸν κ. Πρόεδρον τὴν δημοσίευσιν τοῦ παρόντος εἰς τὰς ἐφημερίδας. Ὁ Πρόεδρος Βασ. Ν. Μπιδάλου Ὁ Ἀντιπρόεδρος Ἰωάν. Ν. Σακελλαρίου Τιμώμενοι Νικολ. Γ. Δαμιανός, Δημητρ. Τσιρικόπουλος, Γεωργ. Μεγάλγης, Ἐμμανουὴλ Ν. Ἐπιμανουὴλ, Ἀντώνιος Δ. Πρωτοπαπᾶς, Σωτήριος Ι. Ἀγγελόπουλος, Πέτρος Ιω. Σαρρόπουλος. Ο ΒΥΡΩΝ ΚΑΙ ΑΙ ΓΥΝΑΙΚΕΣ Λέγεται, ὅτι ὁ λόρδος Βύρων τόσον μόνον ἐπιθυμοῦσε τὴν γυναῖκα, ὅταν ἔβλεπεν αὐτὴν νὰ τρώγῃ. Εἶνε ἐν τούτοις ἀληθές, ὅτι ἡ ποιητικὴ αὐτὴ ἰδιοφυΐα τοῦ Βύρωνος ἐκινοῦσεν τὴν περιέργειαν τῶν συγχρόνων του. Ἡ πρὸς τὰς γυναῖκας στάσις αὐτοῦ ὑπῆρξε πάντοτε παράδοξος· ἐθαύμαζε τὸ κάλλος των, ἀλλὰ συγχρόνως ἀπεστρέφετο τὴν ἐπιπολαιότητά των. Ἐν ταῖς ἐπιστολαῖς αὐτοῦ ὑπάρχουσι πολλαὶ ἀναφοραὶ εἰς τὸ ζήτημα τοῦτο. Τὸ 1817 ἐν Ἰταλίᾳ εὑρισκόμενος ἔγραφεν εἰς φίλον του, ὅτι ὁ ἄνθρωπος πρέπει νὰ ζῇ μακρὰν τῆς κοινωνίας, ἐὰν θέλῃ νὰ διατηρήσῃ τὴν ἀνεξαρτησίαν τοῦ πνεύματός του. Μία νεᾶνις ἐκ Πλυμὰκῆς τῆς Γαλλίας, ἡ δεσποινὶς Ἀγγελικὴ Κλαιάρ, μία δίδει τὸ γεγονός. «Συνεπείᾳ παθήσεως τοῦ στομάχου γράφει αὕτη — ἤργει μὲ στερηθῶ ἐπὶ πολὺν χρόνον τῆς τροφῆς, καὶ μετὰ πολλοὺς μῆνας ἠδυνήθην νὰ ἀπαλλαγῶ διὰ τῆς χρήσεως τῶν Πιλουλῶν Πίνκ.» Τὰ καταστήματα Πὶνκ πωλοῦνται εἰς ἅπαντα τὰ φαρμακεῖα πρὸς δρ. 4.50 τὸ κυτίον. Τὸ κατάστημα Πὶνκ, τὸ ὁποῖον περιέχει τὰς γνησίας Πιλούλας, εὑρίσκεται ἐν Ἀθήναις ὁδὸς Ἑρμοῦ καὶ ἐν ἅπασι τοῖς φαρμακείοις. ΜΕΓΑ ΥΔΡΟΘΕΡΑΠΕΥΤΗΡΙΟΝ Ο ΦΟΙΝΙΞ Ὁδὸς Ἰωνος — Πλατεῖα Ὁμονοίας (Παραπλεύρως Νέας σκηνῆς) Προτιμάται ὑπὸ πάντων τῶν Ἀθηναίων κατ' ἐπιστήμην τὰ λουτρὰ, διότι αἱ συσκευαὶ κατ' ἐπιστήμην τελειοτάτη, ἐγκαταστάσεως, ἐπιμέλεια, ἀσφάλεια. Ἐκτὸς τῶν ἀνωτέρω λουτρῶν παρέχονται καὶ λουτρὰ ἀτμοῦ καὶ ἄλλα θεραπευτικά. κ. Α. ΣΑΚΚΑΛΗ Αἴθουσαι ἀπολυμάνσεως πρὸς ἀπολύμανσιν τῶν ἀσθενῶν διὰ τοῦ καταστήματος. [240, 119, 468, 1270]
price-row [1139, 1474, 1340, 1488]
aiolou105: 105 ΟΔΟΣ ΑΙΟΛΟΥ 105 [1056, 1158, 1212, 1172]
heading-vlavianou: Σ. Γ. ΒΛΑΒΙΑΝΟΥ [496, 837, 664, 857]
director-label: Διευθυντὴς [954, 384, 1018, 397]
price-value: δρ. 3.60 [1297, 1461, 1338, 1472]
price-item: Ρούμι [930, 1473, 960, 1485]
price-item: Μαστίχα Χίου [930, 1429, 1003, 1441]
column-4: ΕΙΔΟΠΟΙΗΣΙΣ Κατόπιν ὁμοφώνου ἀποφάσεως τῆς Ἀδελφότητος τῶν Κυρίων Ἀθηνῶν εἰδοποιεῖται τὸ Σ. κοινόν, ὅτι τὰ κουρεῖα θὰ κλείωσιν ἀπὸ τῆς 17ης Ἀπριλίου τὴν 1ην μ. μ. Η ΑΓΓΛΙΚΗ ΑΣΦΑΛΙΣΤΙΚΗ ΕΤΑΙΡΙΑ ΤΗΣ ΖΩΗΣ Ο "ΓΚΡΕΣΑΜ" ΙΔΡΥΘΕΙΣΑ ΕΝ ΕΤΕΙ 1848 ΕΝ ΛΟΝΔΙΝΩ Συνάπτει ἀσφαλείας εἰς ἐργασίας. Ἐκδίδει ἀσφάλειας ἑλληνιστί. Ἀγοράζει ὑπὸ τοὺς συμφερωτέρους καὶ ἐλευθεριωτέρους ὅρους. Ἔχει ἐγγυητικὰ κεφάλαια. Λίρας 8,688,242 — Δρ. 347,529,683. Γραφεῖα: Ὁδὸς Κορρῆ ἀριθ. 3 Ἀθῆναι Ο ΙΑΤΡΟΣ ΤΩΝ ΣΥΦΙΛΙΔΙΚΩΝ ΓΥΝΑΙΚΟΛΟΓΙΚΩΝ ΚΑΙ ΔΕΡΜΑΤΙΚΩΝ ΝΟΣΗΜΑΤΩΝ Α. ΤΡΑΧΙΛΗΣ Διευθυντὴς Συφιλιδικοῦ καὶ δερματικοῦ τμήματος ἐν τῇ Νέᾳ Πολυκλινικῇ. Ἐπὶ τριετίαν ἐν Παρισίοις καὶ Βιέννῃ. 70 Ὁδὸς Αἰόλου 70 Τὸ ἀρχαιότερον ἐν Ἀθήναις συφιλιδικὸν καὶ γυναικολογικὸν ΙΑΤΡΕΙΟΝ κεῖται ἐπὶ τῆς ὁδοῦ Θεάτρου. ΑΡΙΣΤΕΙΔΗΣ Β. ΠΑΝΑΣ Ὁ εἰδικὸς ἰατρὸς τοῦ Ὑφηγητὴς τῆς συφιλιδολογίας ἐν τῷ Ἐθνικῷ Πανεπιστημίῳ, συγγραφεὺς τῶν νόσων τῆς Ἀφροδίτης. Δέχεται καθ' ἑκάστην τοὺς πάσχοντας καὶ πασχούσας ἀπὸ 8 — 12 π. μ. Ο ΙΑΤΡΟΣ κ. ΣΩΤΗΡΙΟΣ ΑΝΤΩΝΙΑΔΗΣ διδάκτωρ τῆς Βιεννικῆς σχολῆς ἀποκατεστάθη ὁριστικῶς ἐν Ἀθήναις. Δέχεται εἰς τὸ ἰατρεῖον αὐτοῦ ἐν Βιέννῃ Wien VIII Wickenburgasse No 24. Σ. Π. ΔΑΜΑΣΚΟΣ ΕΙΔΙΚΟΣ ΙΑΤΡΟΣ ΣΥΦΙΛΙΔΙΚΩΝ ΚΑΙ ΔΕΡΜΑΤΙΚΩΝ ΝΟΣΗΜΑΤΩΝ Ἐν Παρισίοις εἰδικῶς ἐν τῷ ἀνωτέρῳ νοσήματα σπουδάσας. ΘΕΡΑΠΕΥΕΙ Ταχέως ἐν Συφιλίδος, Βλεννορροίας καὶ πᾶσαν δερματικὴν νόσον καθὼς καὶ Ἐκζέματα, Αἰχμὴν, Ψωρίασιν κλπ. διὰ τῶν νέων μεθόδων τῶν ἐν Παρισίοις νοσοκομείων St. Louis, Necker, Broca. 37 Ὁδὸς Ἀθηνᾶς 37 ΕΜΜΑΝΟΥΗΛ Σ. ΛΥΚΟΥΔΗΣ ΔΙΚΗΓΟΡΟΣ Τέως Νομικὸς Σύμβουλος τοῦ Κράτους Γραφεῖα ὁδὸς Προαστείου 74 [692, 123, 918, 1209]
heading-eis: ΕΙΣ ΤΗΝ [1033, 1115, 1093, 1129]
